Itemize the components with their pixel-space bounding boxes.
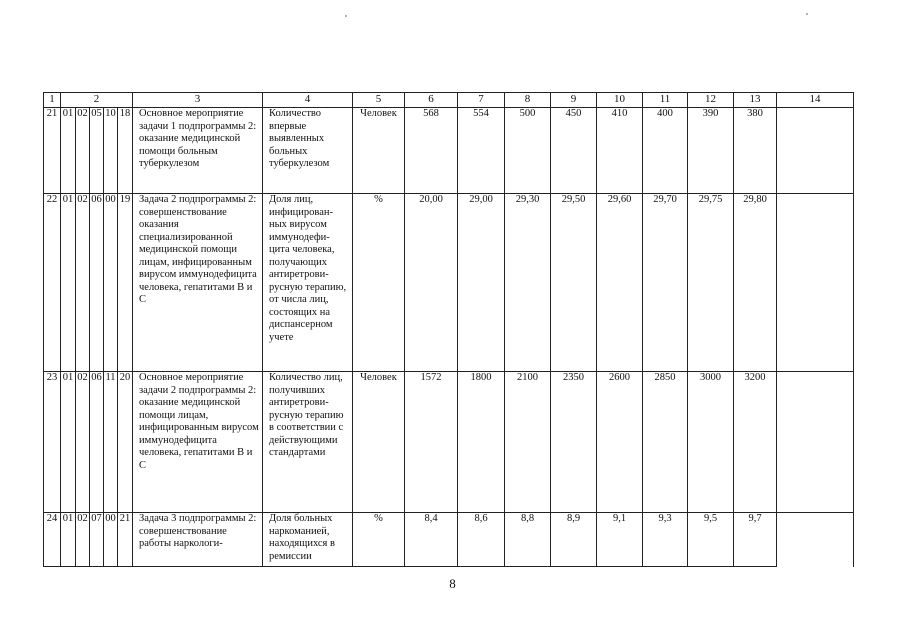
indicator-name: Доля больных наркоманией, находящихся в ремиссии — [263, 513, 353, 567]
row-number: 24 — [44, 513, 61, 567]
value-cell: 9,1 — [597, 513, 643, 567]
value-cell: 2100 — [505, 372, 551, 513]
value-cell: 3200 — [734, 372, 777, 513]
value-cell: 20,00 — [405, 194, 458, 372]
code-cell: 01 — [61, 108, 76, 194]
table-row — [44, 108, 854, 194]
table-row — [44, 194, 854, 372]
value-cell: 29,00 — [458, 194, 505, 372]
header-cell: 2 — [61, 93, 133, 108]
value-cell: 8,9 — [551, 513, 597, 567]
value-cell: 400 — [643, 108, 688, 194]
code-cell: 00 — [104, 194, 118, 372]
scan-speck — [806, 13, 808, 15]
value-cell: 554 — [458, 108, 505, 194]
value-cell: 1800 — [458, 372, 505, 513]
code-cell: 02 — [76, 194, 90, 372]
value-cell: 9,3 — [643, 513, 688, 567]
header-cell: 9 — [551, 93, 597, 108]
code-cell: 02 — [76, 513, 90, 567]
code-cell: 11 — [104, 372, 118, 513]
value-cell: 2350 — [551, 372, 597, 513]
value-cell: 29,80 — [734, 194, 777, 372]
header-cell: 12 — [688, 93, 734, 108]
value-cell: 29,50 — [551, 194, 597, 372]
header-cell: 10 — [597, 93, 643, 108]
scan-speck — [345, 15, 347, 17]
table-row — [44, 372, 854, 513]
value-cell: 29,70 — [643, 194, 688, 372]
code-cell: 18 — [118, 108, 133, 194]
indicator-table — [43, 92, 854, 567]
value-cell: 29,75 — [688, 194, 734, 372]
value-cell: 500 — [505, 108, 551, 194]
header-cell: 6 — [405, 93, 458, 108]
header-cell: 11 — [643, 93, 688, 108]
activity-name: Задача 3 подпрограммы 2: совершенствование работы наркологи- — [133, 513, 263, 567]
code-cell: 07 — [90, 513, 104, 567]
activity-name: Основное мероприятие задачи 1 подпрограммы 2: оказание медицинской помощи больным туберкулезом — [133, 108, 263, 194]
extra-cell — [777, 108, 854, 194]
header-cell: 13 — [734, 93, 777, 108]
value-cell: 9,5 — [688, 513, 734, 567]
code-cell: 10 — [104, 108, 118, 194]
page-number: 8 — [449, 576, 456, 591]
code-cell: 00 — [104, 513, 118, 567]
code-cell: 02 — [76, 108, 90, 194]
value-cell: 568 — [405, 108, 458, 194]
value-cell: 8,4 — [405, 513, 458, 567]
header-cell: 4 — [263, 93, 353, 108]
value-cell: 8,6 — [458, 513, 505, 567]
code-cell: 01 — [61, 194, 76, 372]
value-cell: 2600 — [597, 372, 643, 513]
extra-cell — [777, 194, 854, 372]
row-number: 21 — [44, 108, 61, 194]
unit-cell: Человек — [353, 108, 405, 194]
header-cell: 3 — [133, 93, 263, 108]
code-cell: 20 — [118, 372, 133, 513]
value-cell: 380 — [734, 108, 777, 194]
code-cell: 02 — [76, 372, 90, 513]
code-cell: 01 — [61, 513, 76, 567]
indicator-name: Доля лиц, инфицирован-ных вирусом иммунодефи-цита человека, получающих антиретрови-русную терапию, от числа лиц, состоящих на диспансерном учете — [263, 194, 353, 372]
value-cell: 390 — [688, 108, 734, 194]
value-cell: 450 — [551, 108, 597, 194]
row-number: 22 — [44, 194, 61, 372]
code-cell: 19 — [118, 194, 133, 372]
value-cell: 3000 — [688, 372, 734, 513]
indicator-name: Количество лиц, получивших антиретрови-русную терапию в соответствии с действующими стандартами — [263, 372, 353, 513]
header-cell: 1 — [44, 93, 61, 108]
header-cell: 7 — [458, 93, 505, 108]
value-cell: 9,7 — [734, 513, 777, 567]
value-cell: 8,8 — [505, 513, 551, 567]
code-cell: 06 — [90, 372, 104, 513]
code-cell: 05 — [90, 108, 104, 194]
header-cell: 8 — [505, 93, 551, 108]
value-cell: 1572 — [405, 372, 458, 513]
value-cell: 2850 — [643, 372, 688, 513]
code-cell: 01 — [61, 372, 76, 513]
header-cell: 5 — [353, 93, 405, 108]
indicator-name: Количество впервые выявленных больных туберкулезом — [263, 108, 353, 194]
value-cell: 29,60 — [597, 194, 643, 372]
header-row — [44, 93, 854, 108]
activity-name: Задача 2 подпрограммы 2: совершенствование оказания специализированной медицинской помощи лицам, инфицированным вирусом иммунодефицита человека, гепатитами В и С — [133, 194, 263, 372]
extra-cell — [777, 372, 854, 513]
table-row — [44, 513, 854, 567]
code-cell: 21 — [118, 513, 133, 567]
unit-cell: % — [353, 513, 405, 567]
row-number: 23 — [44, 372, 61, 513]
code-cell: 06 — [90, 194, 104, 372]
unit-cell: % — [353, 194, 405, 372]
header-cell: 14 — [777, 93, 854, 108]
value-cell: 410 — [597, 108, 643, 194]
value-cell: 29,30 — [505, 194, 551, 372]
activity-name: Основное мероприятие задачи 2 подпрограммы 2: оказание медицинской помощи лицам, инфицированным вирусом иммунодефицита человека, гепатитами В и С — [133, 372, 263, 513]
unit-cell: Человек — [353, 372, 405, 513]
extra-cell — [777, 513, 854, 567]
